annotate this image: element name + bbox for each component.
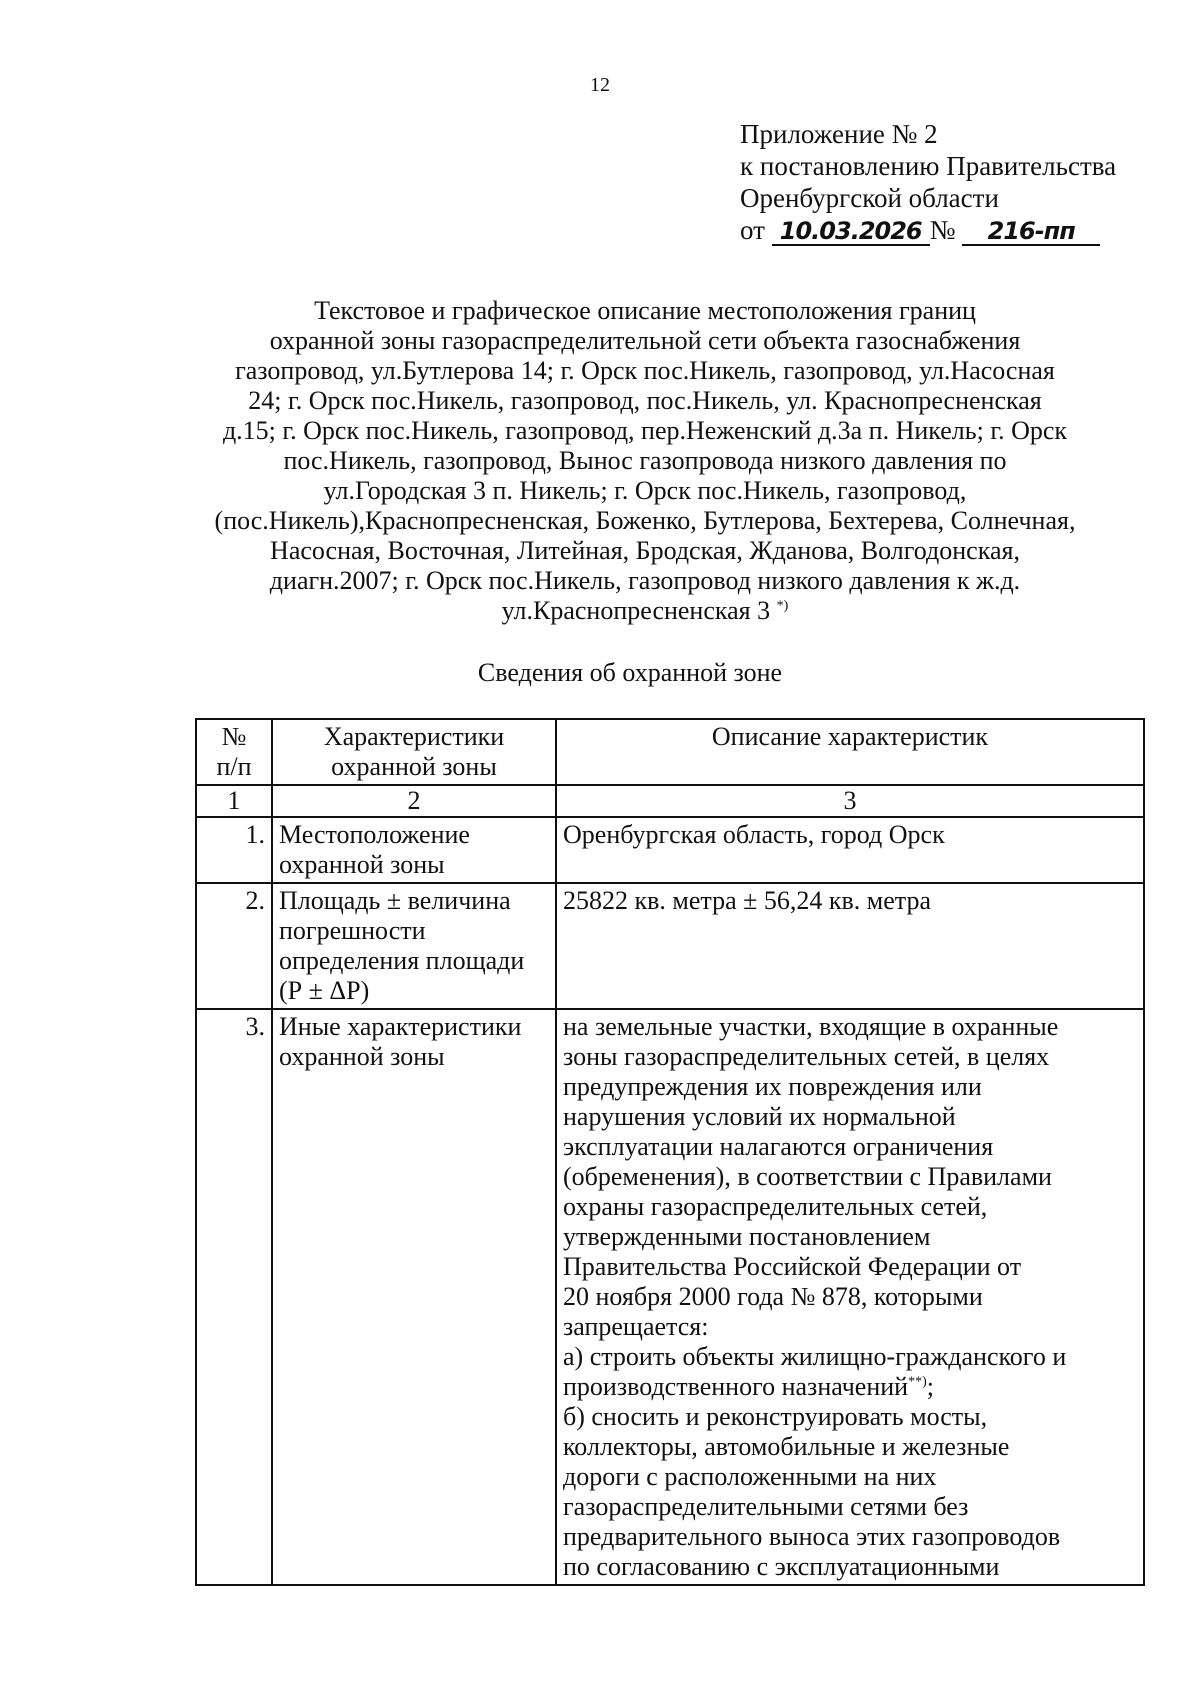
protection-zone-table: [195, 718, 1145, 1586]
number-prefix: №: [929, 215, 956, 245]
row-description: 25822 кв. метра ± 56,24 кв. метра: [556, 883, 1144, 1009]
title-line: ул.Краснопресненская 3: [501, 596, 771, 625]
title-line: охранной зоны газораспределительной сети объекта газоснабжения: [269, 326, 1021, 355]
table-column-numbers-row: [196, 785, 1144, 817]
title-line: 24; г. Орск пос.Никель, газопровод, пос.Никель, ул. Краснопресненская: [248, 386, 1042, 415]
appendix-resolution-line: к постановлению Правительства: [740, 151, 1117, 181]
appendix-region-line: Оренбургской области: [740, 183, 999, 213]
table-row: [196, 883, 1144, 1009]
section-title: Сведения об охранной зоне: [477, 658, 783, 687]
row-number: 2.: [196, 883, 272, 1009]
table-header-row: [196, 719, 1144, 785]
page-number: 12: [590, 74, 610, 96]
column-number: 1: [196, 785, 272, 817]
handwritten-date: 10.03.2026: [772, 218, 930, 246]
header-cell-number: № п/п: [196, 719, 272, 785]
table-row: [196, 817, 1144, 883]
footnote-mark: *): [776, 598, 789, 614]
title-line: Насосная, Восточная, Литейная, Бродская, Жданова, Волгодонская,: [270, 536, 1020, 565]
title-line: газопровод, ул.Бутлерова 14; г. Орск пос.Никель, газопровод, ул.Насосная: [235, 356, 1055, 385]
row-characteristic: Местоположение охранной зоны: [272, 817, 556, 883]
row-characteristic: Площадь ± величина погрешности определения площади (Р ± ΔР): [272, 883, 556, 1009]
title-line: пос.Никель, газопровод, Вынос газопровода низкого давления по: [283, 446, 1007, 475]
appendix-header: [740, 118, 1116, 246]
date-prefix: от: [740, 215, 765, 245]
table-row: [196, 1009, 1144, 1585]
title-last-line: [150, 596, 1140, 626]
header-cell-description: Описание характеристик: [556, 719, 1144, 785]
document-title: [150, 296, 1140, 626]
row-number: 3.: [196, 1009, 272, 1585]
title-line: диагн.2007; г. Орск пос.Никель, газопровод низкого давления к ж.д.: [269, 566, 1021, 595]
appendix-date-line: [740, 214, 1116, 246]
title-line: д.15; г. Орск пос.Никель, газопровод, пер.Неженский д.3а п. Никель; г. Орск: [222, 416, 1068, 445]
row-description: Оренбургская область, город Орск: [556, 817, 1144, 883]
title-line: ул.Городская 3 п. Никель; г. Орск пос.Никель, газопровод,: [323, 476, 967, 505]
handwritten-number: 216-пп: [962, 218, 1100, 246]
title-line: (пос.Никель),Краснопресненская, Боженко, Бутлерова, Бехтерева, Солнечная,: [214, 506, 1076, 535]
row-description: на земельные участки, входящие в охранные зоны газораспределительных сетей, в целях предупреждения их повреждения или нарушения условий их нормальной эксплуатации налагаются ограничения (обременения), в соответствии с Правилами охраны газораспределительных сетей, утвержденными постановлением Правительства Российской Федерации от 20 ноября 2000 года № 878, которыми запрещается: а) строить объекты жилищно-гражданского и производственного назначений**); б) сносить и реконструировать мосты, коллекторы, автомобильные и железные дороги с расположенными на них газораспределительными сетями без предварительного выноса этих газопроводов по согласованию с эксплуатационными: [556, 1009, 1144, 1585]
footnote-mark: **): [908, 1374, 927, 1390]
column-number: 2: [272, 785, 556, 817]
header-cell-characteristics: Характеристики охранной зоны: [272, 719, 556, 785]
title-line: Текстовое и графическое описание местоположения границ: [314, 296, 976, 325]
row-number: 1.: [196, 817, 272, 883]
column-number: 3: [556, 785, 1144, 817]
appendix-title: Приложение № 2: [740, 119, 938, 149]
row-characteristic: Иные характеристики охранной зоны: [272, 1009, 556, 1585]
